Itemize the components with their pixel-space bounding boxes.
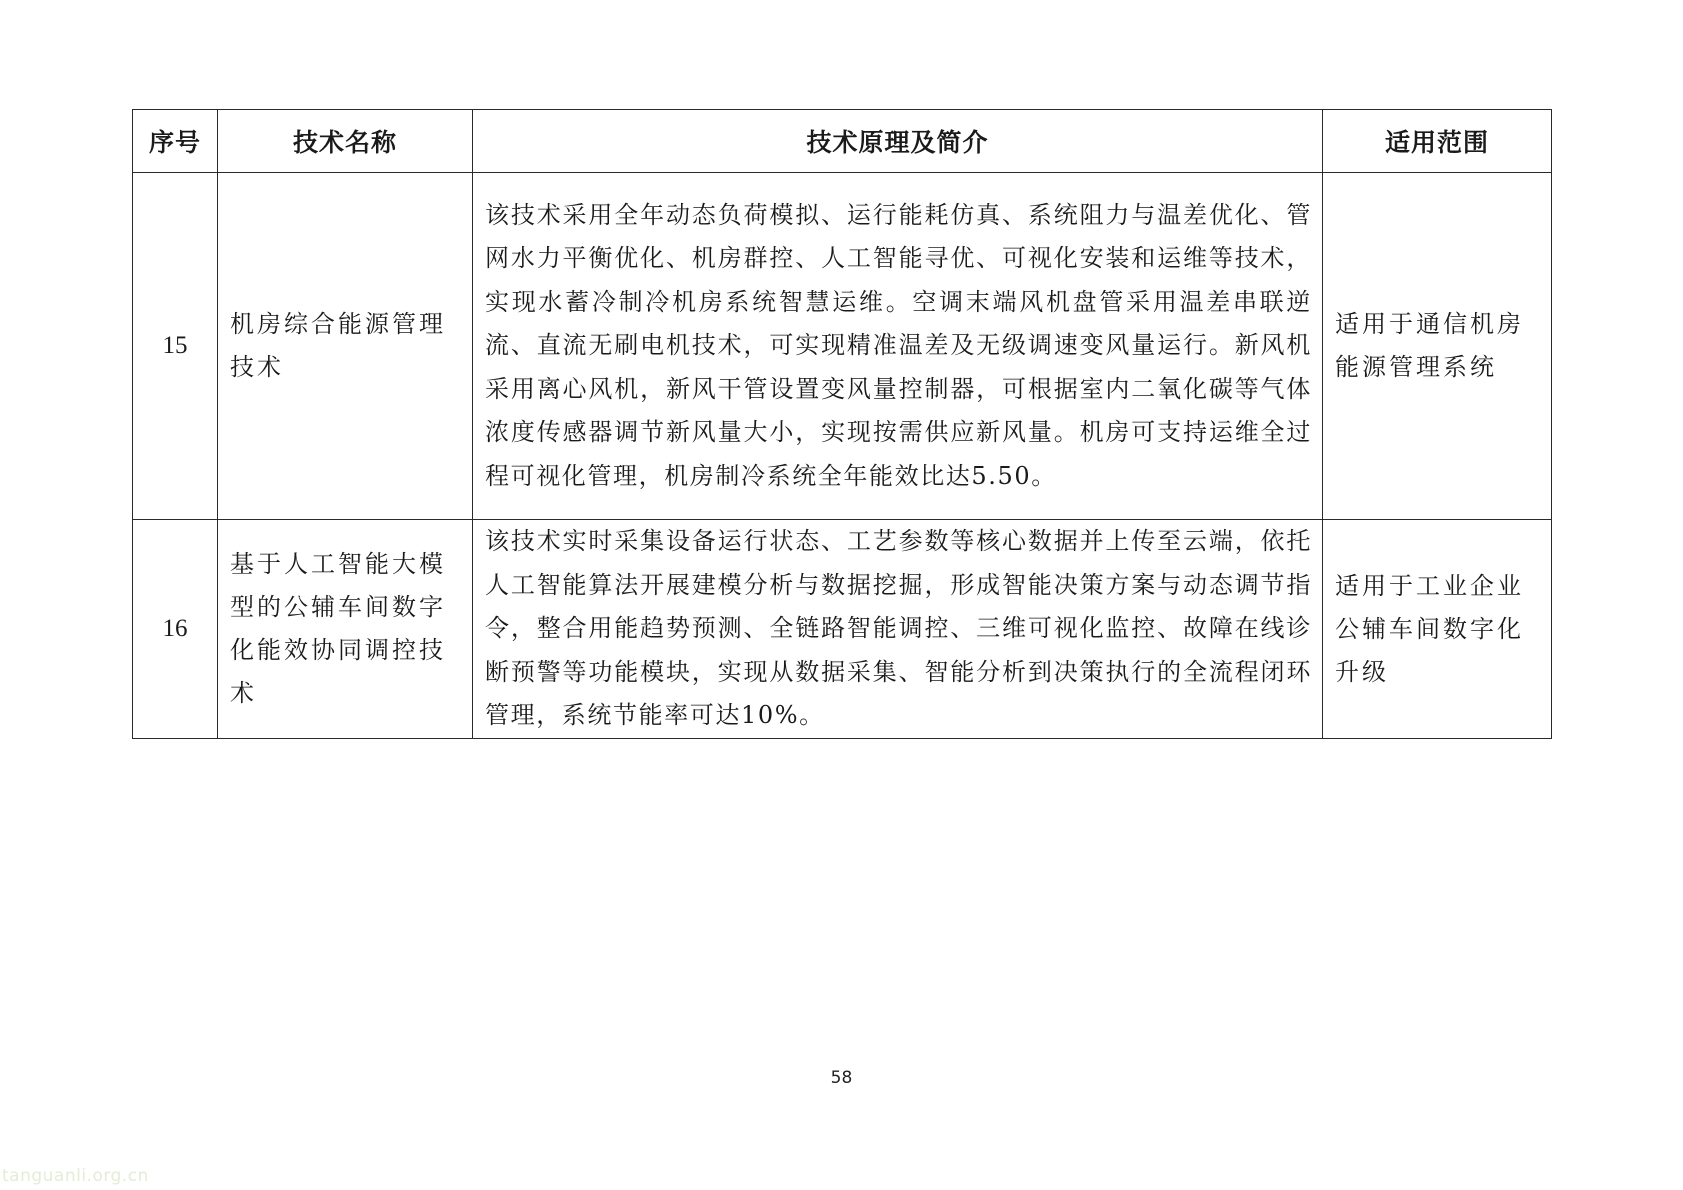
row-technology-name: 机房综合能源管理技术 [218,173,473,520]
watermark: tanguanli.org.cn [2,1166,149,1186]
table-header-row [133,110,1552,173]
row-applicable-scope: 适用于通信机房能源管理系统 [1323,173,1552,520]
row-technology-name: 基于人工智能大模型的公辅车间数字化能效协同调控技术 [218,520,473,739]
row-principle-description: 该技术采用全年动态负荷模拟、运行能耗仿真、系统阻力与温差优化、管网水力平衡优化、机房群控、人工智能寻优、可视化安装和运维等技术，实现水蓄冷制冷机房系统智慧运维。空调末端风机盘管采用温差串联逆流、直流无刷电机技术，可实现精准温差及无级调速变风量运行。新风机采用离心风机，新风干管设置变风量控制器，可根据室内二氧化碳等气体浓度传感器调节新风量大小，实现按需供应新风量。机房可支持运维全过程可视化管理，机房制冷系统全年能效比达5.50。 [473,173,1323,520]
header-principle-description: 技术原理及简介 [473,110,1323,173]
header-serial-number: 序号 [133,110,218,173]
row-serial-number: 16 [133,520,218,739]
table-row [133,173,1552,520]
page-number: 58 [830,1068,853,1088]
technology-table [132,109,1552,739]
header-applicable-scope: 适用范围 [1323,110,1552,173]
row-applicable-scope: 适用于工业企业公辅车间数字化升级 [1323,520,1552,739]
header-technology-name: 技术名称 [218,110,473,173]
row-serial-number: 15 [133,173,218,520]
table-row [133,520,1552,739]
row-principle-description: 该技术实时采集设备运行状态、工艺参数等核心数据并上传至云端，依托人工智能算法开展建模分析与数据挖掘，形成智能决策方案与动态调节指令，整合用能趋势预测、全链路智能调控、三维可视化监控、故障在线诊断预警等功能模块，实现从数据采集、智能分析到决策执行的全流程闭环管理，系统节能率可达10%。 [473,520,1323,739]
